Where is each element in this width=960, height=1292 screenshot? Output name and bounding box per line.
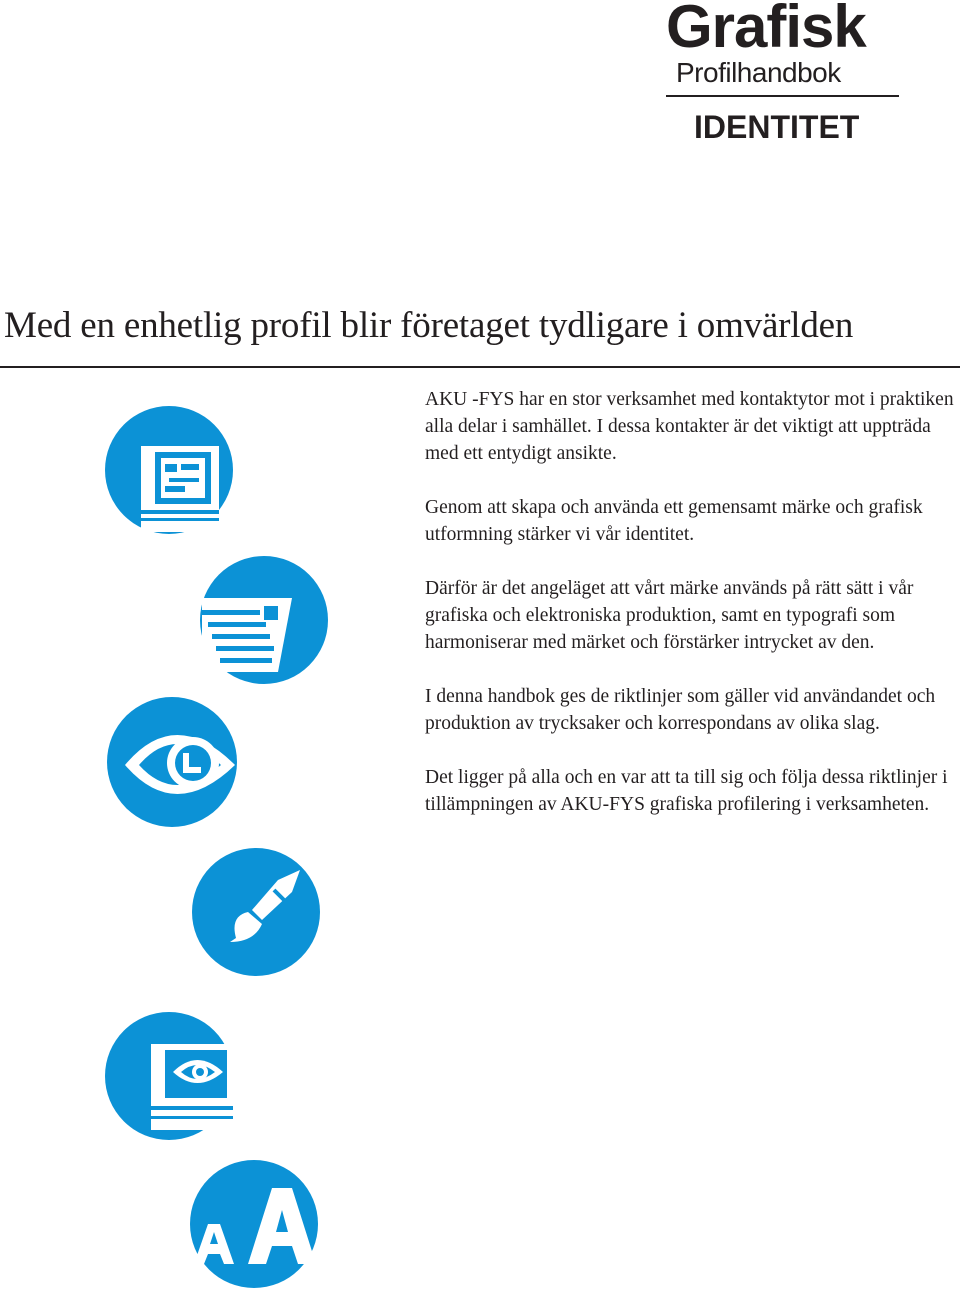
section-title: IDENTITET <box>694 109 860 145</box>
brand-divider <box>666 95 899 97</box>
eye-document-icon <box>103 1010 235 1142</box>
intro-paragraph-4: I denna handbok ges de riktlinjer som gäller vid användandet och produktion av trycksaker och korrespondans av olika slag. <box>425 686 936 734</box>
intro-text <box>425 386 955 845</box>
document-stack-icon <box>103 404 235 536</box>
intro-paragraph-5: Det ligger på alla och en var att ta till sig och följa dessa riktlinjer i tillämpningen av AKU-FYS grafiska profilering i verksamheten. <box>425 767 948 815</box>
eye-icon <box>105 695 239 829</box>
intro-paragraph-1: AKU -FYS har en stor verksamhet med kontaktytor mot i praktiken alla delar i samhället. I dessa kontakter är det viktigt att uppträda med ett entydigt ansikte. <box>425 389 954 464</box>
intro-paragraph-2: Genom att skapa och använda ett gemensamt märke och grafisk utformning stärker vi vår identitet. <box>425 497 923 545</box>
intro-paragraph-3: Därför är det angeläget att vårt märke används på rätt sätt i vår grafiska och elektroniska produktion, samt en typografi som harmoniserar med märket och förstärker intrycket av den. <box>425 578 914 653</box>
page-headline: Med en enhetlig profil blir företaget tydligare i omvärlden <box>4 305 854 346</box>
brand-title: Grafisk <box>666 0 866 60</box>
headline-divider <box>0 366 960 368</box>
text-lines-icon <box>198 554 330 686</box>
brand-subtitle: Profilhandbok <box>676 57 841 88</box>
typography-icon <box>188 1158 320 1290</box>
paintbrush-icon <box>190 846 322 978</box>
